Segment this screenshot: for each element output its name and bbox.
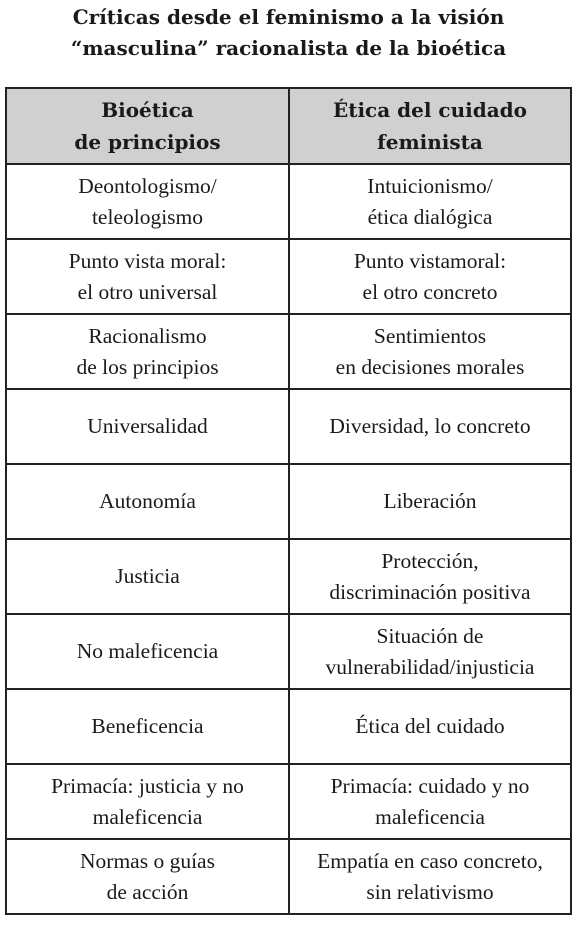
table-row [6, 764, 571, 839]
cell-line: Normas o guías [80, 848, 215, 873]
cell-line: en decisiones morales [335, 354, 525, 379]
cell-line: Liberación [383, 489, 477, 513]
cell-line: de los principios [76, 354, 219, 379]
header-line: feminista [377, 130, 483, 154]
title-line-2: “masculina” racionalista de la bioética [70, 36, 507, 60]
header-line: de principios [74, 130, 221, 154]
cell-line: Sentimientos [373, 323, 487, 348]
cell-etica-cuidado [289, 839, 571, 914]
cell-line: Protección, [381, 548, 479, 573]
header-line: Bioética [101, 98, 194, 122]
cell-bioetica-principios [6, 839, 289, 914]
cell-etica-cuidado [289, 764, 571, 839]
cell-line: ética dialógica [367, 204, 493, 229]
cell-line: de acción [106, 879, 189, 904]
cell-bioetica-principios [6, 239, 289, 314]
cell-etica-cuidado [289, 689, 571, 764]
cell-line: maleficencia [375, 804, 485, 829]
cell-bioetica-principios [6, 764, 289, 839]
table-row [6, 539, 571, 614]
cell-bioetica-principios [6, 539, 289, 614]
cell-etica-cuidado [289, 164, 571, 239]
cell-line: No maleficencia [76, 639, 219, 663]
table-row [6, 164, 571, 239]
comparison-table [5, 87, 572, 915]
cell-line: Deontologismo/ [78, 173, 217, 198]
cell-bioetica-principios [6, 164, 289, 239]
cell-line: vulnerabilidad/injusticia [325, 654, 535, 679]
cell-etica-cuidado [289, 239, 571, 314]
cell-line: sin relativismo [366, 879, 494, 904]
table-row [6, 314, 571, 389]
table-row [6, 839, 571, 914]
cell-etica-cuidado [289, 539, 571, 614]
cell-bioetica-principios [6, 389, 289, 464]
page-title [0, 2, 577, 64]
cell-line: discriminación positiva [329, 579, 531, 604]
cell-line: Universalidad [87, 414, 208, 438]
cell-etica-cuidado [289, 389, 571, 464]
cell-line: Situación de [376, 623, 484, 648]
header-etica-cuidado [289, 88, 571, 164]
cell-line: Punto vista moral: [68, 248, 227, 273]
table-row [6, 464, 571, 539]
cell-line: Primacía: cuidado y no [330, 773, 530, 798]
cell-line: Intuicionismo/ [367, 173, 493, 198]
cell-etica-cuidado [289, 614, 571, 689]
cell-bioetica-principios [6, 314, 289, 389]
table-header [6, 88, 571, 164]
header-bioetica-principios [6, 88, 289, 164]
header-row [6, 88, 571, 164]
cell-line: Autonomía [99, 489, 196, 513]
cell-etica-cuidado [289, 464, 571, 539]
cell-line: Punto vistamoral: [353, 248, 507, 273]
header-line: Ética del cuidado [332, 98, 528, 122]
cell-line: Beneficencia [91, 714, 204, 738]
cell-bioetica-principios [6, 689, 289, 764]
table-row [6, 389, 571, 464]
table-row [6, 614, 571, 689]
cell-etica-cuidado [289, 314, 571, 389]
cell-line: Ética del cuidado [355, 714, 505, 738]
cell-line: Diversidad, lo concreto [329, 414, 531, 438]
cell-line: Justicia [115, 564, 180, 588]
cell-line: teleologismo [91, 204, 204, 229]
table-row [6, 239, 571, 314]
cell-line: Racionalismo [88, 323, 207, 348]
cell-bioetica-principios [6, 614, 289, 689]
cell-line: el otro concreto [362, 279, 498, 304]
cell-line: maleficencia [92, 804, 203, 829]
cell-bioetica-principios [6, 464, 289, 539]
cell-line: Primacía: justicia y no [51, 773, 244, 798]
cell-line: Empatía en caso concreto, [317, 848, 543, 873]
table-row [6, 689, 571, 764]
table-body [6, 164, 571, 914]
title-line-1: Críticas desde el feminismo a la visión [72, 5, 505, 29]
cell-line: el otro universal [77, 279, 218, 304]
